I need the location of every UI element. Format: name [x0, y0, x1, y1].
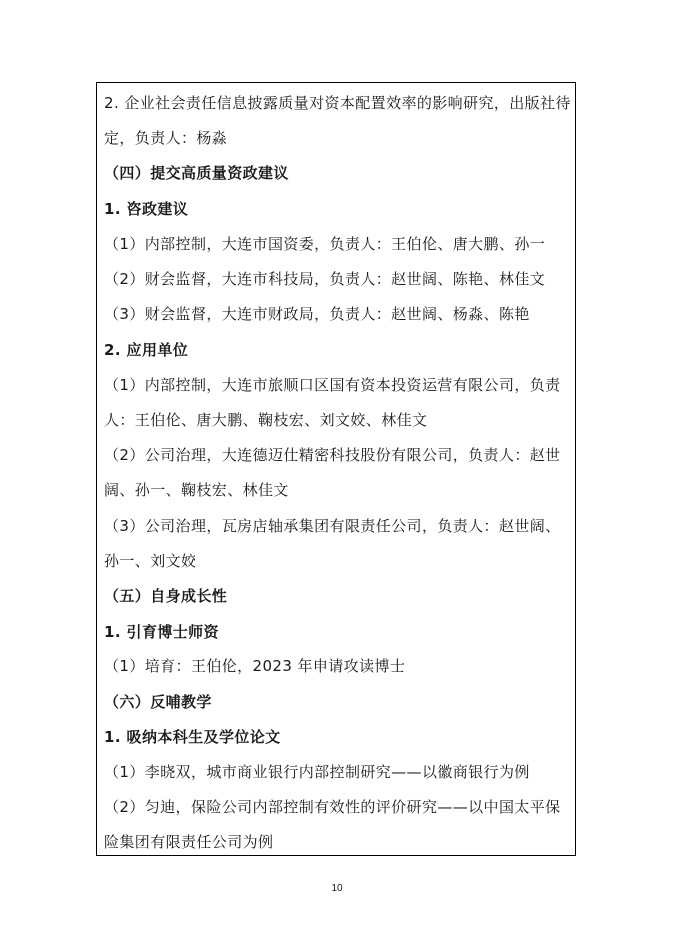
report-table-cell: [96, 82, 576, 856]
list-item-text: （2）匀迪，保险公司内部控制有效性的评价研究——以中国太平保: [104, 798, 561, 816]
list-item-text: （3）公司治理，瓦房店轴承集团有限责任公司，负责人：赵世阔、: [104, 517, 561, 535]
list-item-text: （1）内部控制，大连市旅顺口区国有资本投资运营有限公司，负责: [104, 376, 561, 394]
section-heading: （五）自身成长性: [104, 587, 228, 605]
page-number: 10: [331, 883, 343, 894]
list-item-text: （3）财会监督，大连市财政局，负责人：赵世阔、杨淼、陈艳: [104, 305, 530, 323]
list-item-text: 人：王伯伦、唐大鹏、鞠枝宏、刘文姣、林佳文: [104, 411, 428, 429]
section-heading: （六）反哺教学: [104, 693, 212, 711]
section-heading: （四）提交高质量资政建议: [104, 164, 289, 182]
subsection-heading: 1. 引育博士师资: [104, 623, 219, 641]
list-item-text: （2）公司治理，大连德迈仕精密科技股份有限公司，负责人：赵世: [104, 446, 561, 464]
subsection-heading: 2. 应用单位: [104, 341, 189, 359]
list-item-text: 定，负责人：杨淼: [104, 129, 228, 147]
list-item-text: 2. 企业社会责任信息披露质量对资本配置效率的影响研究，出版社待: [104, 94, 571, 112]
subsection-heading: 1. 咨政建议: [104, 200, 189, 218]
subsection-heading: 1. 吸纳本科生及学位论文: [104, 728, 281, 746]
list-item-text: （1）内部控制，大连市国资委，负责人：王伯伦、唐大鹏、孙一: [104, 235, 546, 253]
list-item-text: （1）李晓双，城市商业银行内部控制研究——以徽商银行为例: [104, 763, 530, 781]
list-item-text: （1）培育：王伯伦，2023 年申请攻读博士: [104, 657, 406, 675]
list-item-text: （2）财会监督，大连市科技局，负责人：赵世阔、陈艳、林佳文: [104, 270, 546, 288]
list-item-text: 阔、孙一、鞠枝宏、林佳文: [104, 481, 289, 499]
list-item-text: 险集团有限责任公司为例: [104, 833, 274, 851]
list-item-text: 孙一、刘文姣: [104, 552, 197, 570]
